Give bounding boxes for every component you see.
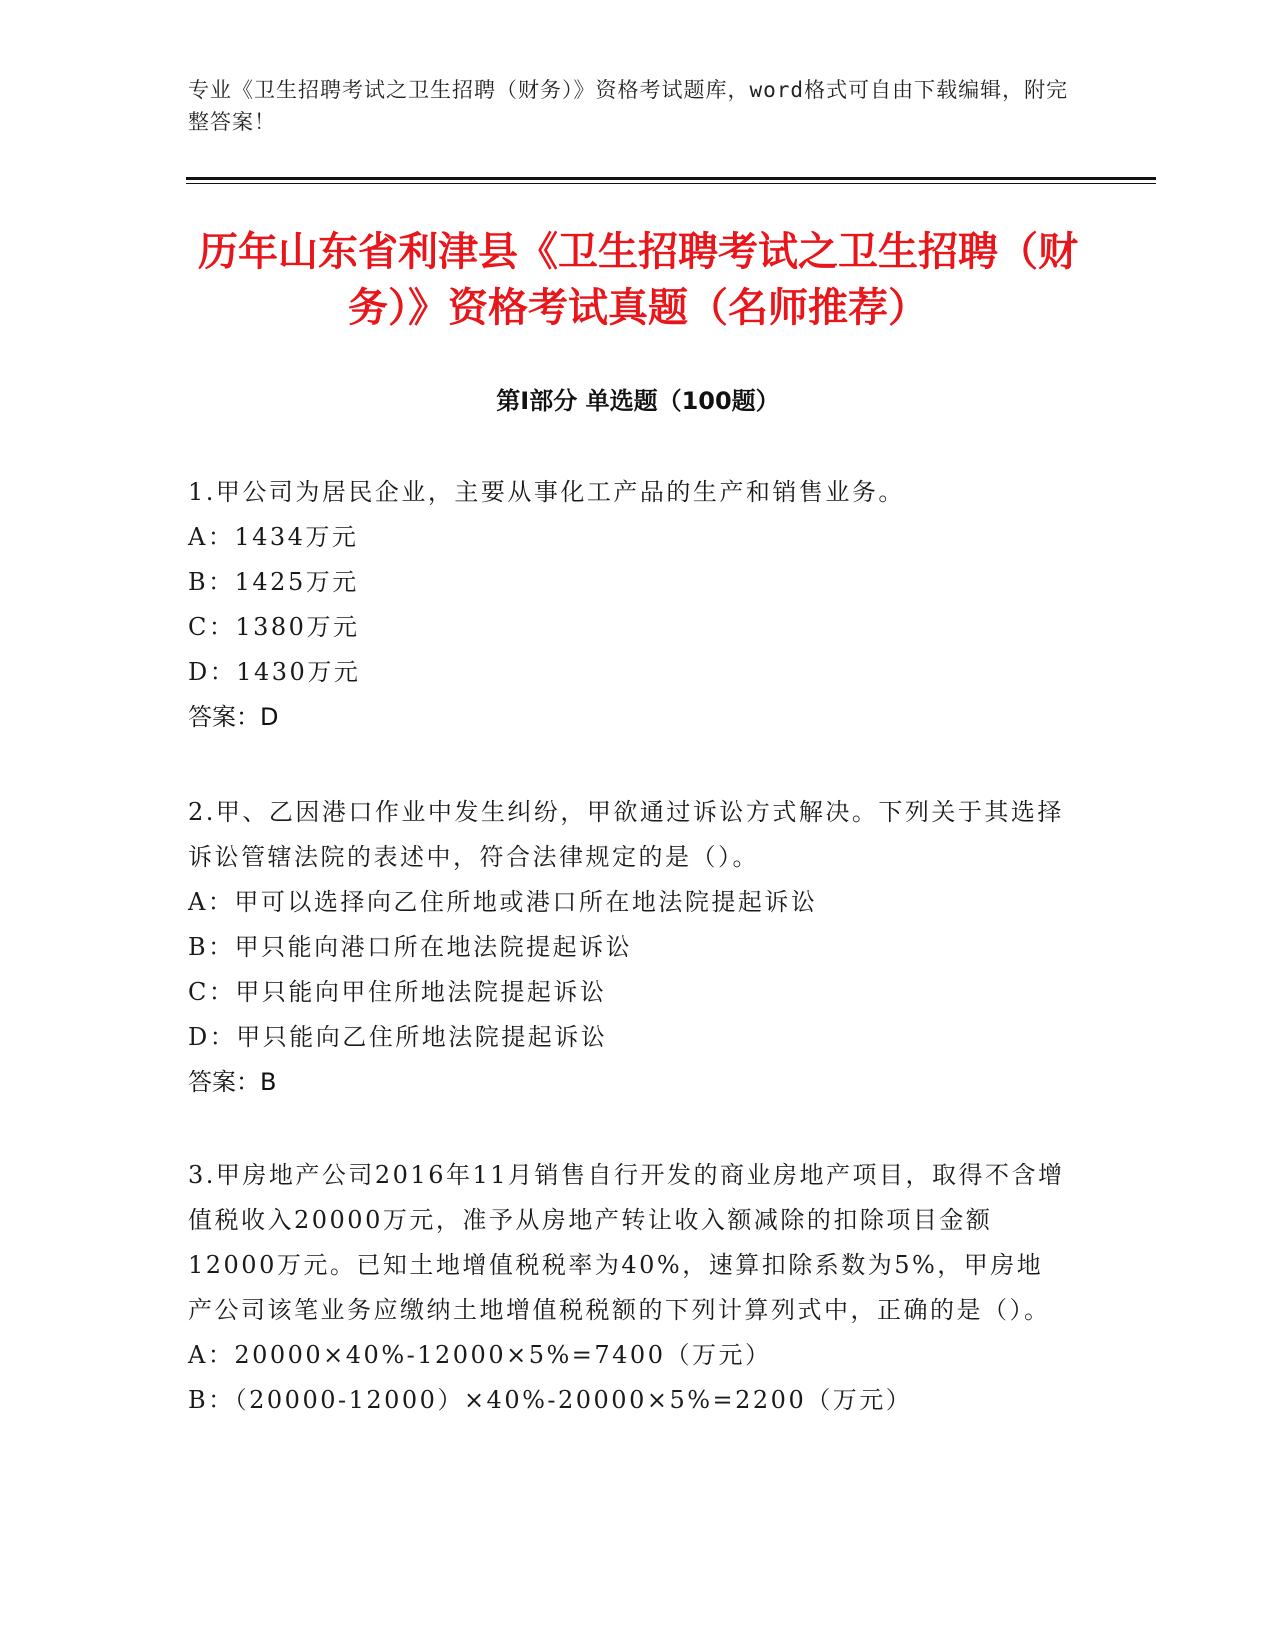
- option-a: A：20000×40%-12000×5%=7400（万元）: [188, 1341, 772, 1369]
- header-divider-thin: [186, 183, 1156, 184]
- question-1: [188, 470, 1068, 740]
- question-3: [188, 1153, 1068, 1423]
- question-stem: 3.甲房地产公司2016年11月销售自行开发的商业房地产项目，取得不含增值税收入20000万元，准予从房地产转让收入额减除的扣除项目金额12000万元。已知土地增值税税率为40%，速算扣除系数为5%，甲房地产公司该笔业务应缴纳土地增值税税额的下列计算列式中，正确的是（）。: [188, 1161, 1065, 1324]
- header-divider-thick: [186, 177, 1156, 180]
- question-stem: 2.甲、乙因港口作业中发生纠纷，甲欲通过诉讼方式解决。下列关于其选择诉讼管辖法院的表述中，符合法律规定的是（）。: [188, 798, 1064, 871]
- header-note: 专业《卫生招聘考试之卫生招聘（财务）》资格考试题库，word格式可自由下载编辑，附完整答案！: [188, 78, 1069, 134]
- question-2: [188, 790, 1068, 1105]
- option-b: B：1425万元: [188, 568, 359, 596]
- document-title: 历年山东省利津县《卫生招聘考试之卫生招聘（财务）》资格考试真题（名师推荐）: [198, 229, 1078, 331]
- answer: 答案：B: [188, 1068, 277, 1096]
- answer: 答案：D: [188, 703, 279, 731]
- option-d: D：甲只能向乙住所地法院提起诉讼: [188, 1023, 608, 1051]
- option-c: C：甲只能向甲住所地法院提起诉讼: [188, 978, 607, 1006]
- option-b: B：甲只能向港口所在地法院提起诉讼: [188, 933, 633, 961]
- option-a: A：1434万元: [188, 523, 359, 551]
- option-b: B：（20000-12000）×40%-20000×5%=2200（万元）: [188, 1386, 913, 1414]
- option-d: D：1430万元: [188, 658, 361, 686]
- question-stem: 1.甲公司为居民企业，主要从事化工产品的生产和销售业务。: [188, 478, 905, 506]
- section-title: 第Ⅰ部分 单选题（100题）: [496, 387, 780, 415]
- option-a: A：甲可以选择向乙住所地或港口所在地法院提起诉讼: [188, 888, 818, 916]
- option-c: C：1380万元: [188, 613, 360, 641]
